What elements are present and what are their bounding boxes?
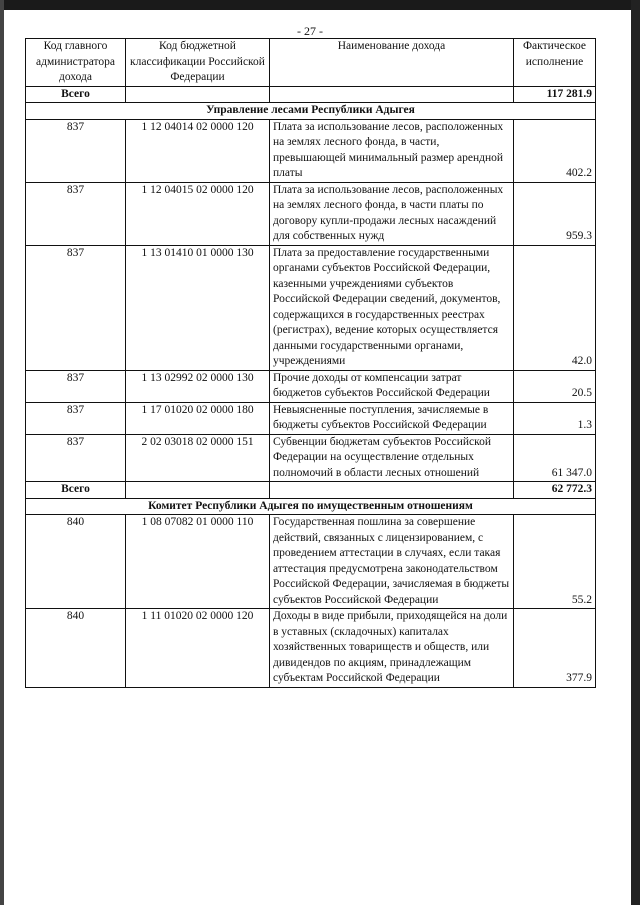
table-row (26, 434, 596, 482)
table-row (26, 609, 596, 688)
amount-cell: 42.0 (514, 245, 596, 370)
header-budget-code: Код бюджетной классификации Российской Федерации (126, 39, 270, 87)
amount-cell: 20.5 (514, 370, 596, 402)
section-title: Управление лесами Республики Адыгея (26, 103, 596, 120)
section-title-row (26, 498, 596, 515)
income-name-cell: Плата за использование лесов, расположенных на землях лесного фонда, в части, превышающей минимальный размер арендной платы (270, 119, 514, 182)
header-income-name: Наименование дохода (270, 39, 514, 87)
budget-code-cell: 1 13 01410 01 0000 130 (126, 245, 270, 370)
section-total-amount: 62 772.3 (514, 482, 596, 499)
empty-cell (270, 482, 514, 499)
page-number: - 27 - (297, 24, 323, 38)
section-total-row (26, 482, 596, 499)
table-row (26, 245, 596, 370)
budget-code-cell: 1 13 02992 02 0000 130 (126, 370, 270, 402)
table-header-row (26, 39, 596, 87)
grand-total-amount: 117 281.9 (514, 86, 596, 103)
amount-cell: 61 347.0 (514, 434, 596, 482)
empty-cell (126, 482, 270, 499)
grand-total-row (26, 86, 596, 103)
admin-code-cell: 837 (26, 370, 126, 402)
empty-cell (270, 86, 514, 103)
table-row (26, 515, 596, 609)
section-title-row (26, 103, 596, 120)
scan-border-right (631, 0, 640, 905)
income-name-cell: Доходы в виде прибыли, приходящейся на доли в уставных (складочных) капиталах хозяйственных товариществ и обществ, или дивидендов по акциям, принадлежащим субъектам Российской Федерации (270, 609, 514, 688)
scan-border-top (0, 0, 640, 10)
grand-total-label: Всего (26, 86, 126, 103)
table-row (26, 402, 596, 434)
income-name-cell: Плата за предоставление государственными органами субъектов Российской Федерации, казенными учреждениями субъектов Российской Федерации сведений, документов, содержащихся в государственных реестрах (регистрах), ведение которых осуществляется данными государственными органами, учреждениями (270, 245, 514, 370)
section-total-label: Всего (26, 482, 126, 499)
table-row (26, 370, 596, 402)
budget-code-cell: 1 17 01020 02 0000 180 (126, 402, 270, 434)
admin-code-cell: 837 (26, 245, 126, 370)
admin-code-cell: 840 (26, 609, 126, 688)
budget-code-cell: 1 12 04014 02 0000 120 (126, 119, 270, 182)
scan-border-left (0, 0, 4, 905)
budget-code-cell: 1 11 01020 02 0000 120 (126, 609, 270, 688)
income-name-cell: Прочие доходы от компенсации затрат бюджетов субъектов Российской Федерации (270, 370, 514, 402)
income-name-cell: Субвенции бюджетам субъектов Российской Федерации на осуществление отдельных полномочий в области лесных отношений (270, 434, 514, 482)
admin-code-cell: 837 (26, 402, 126, 434)
budget-code-cell: 1 08 07082 01 0000 110 (126, 515, 270, 609)
amount-cell: 55.2 (514, 515, 596, 609)
empty-cell (126, 86, 270, 103)
amount-cell: 402.2 (514, 119, 596, 182)
income-name-cell: Государственная пошлина за совершение действий, связанных с лицензированием, с проведением аттестации в случаях, если такая аттестация предусмотрена законодательством Российской Федерации, зачисляемая в бюджеты субъектов Российской Федерации (270, 515, 514, 609)
budget-code-cell: 2 02 03018 02 0000 151 (126, 434, 270, 482)
header-admin-code: Код главного администратора дохода (26, 39, 126, 87)
table-row (26, 182, 596, 245)
amount-cell: 1.3 (514, 402, 596, 434)
amount-cell: 377.9 (514, 609, 596, 688)
table-row (26, 119, 596, 182)
budget-code-cell: 1 12 04015 02 0000 120 (126, 182, 270, 245)
income-name-cell: Невыясненные поступления, зачисляемые в бюджеты субъектов Российской Федерации (270, 402, 514, 434)
admin-code-cell: 840 (26, 515, 126, 609)
admin-code-cell: 837 (26, 119, 126, 182)
admin-code-cell: 837 (26, 182, 126, 245)
section-title: Комитет Республики Адыгея по имущественным отношениям (26, 498, 596, 515)
header-actual: Фактическое исполнение (514, 39, 596, 87)
amount-cell: 959.3 (514, 182, 596, 245)
income-table (25, 38, 596, 688)
income-name-cell: Плата за использование лесов, расположенных на землях лесного фонда, в части платы по договору купли-продажи лесных насаждений для собственных нужд (270, 182, 514, 245)
admin-code-cell: 837 (26, 434, 126, 482)
